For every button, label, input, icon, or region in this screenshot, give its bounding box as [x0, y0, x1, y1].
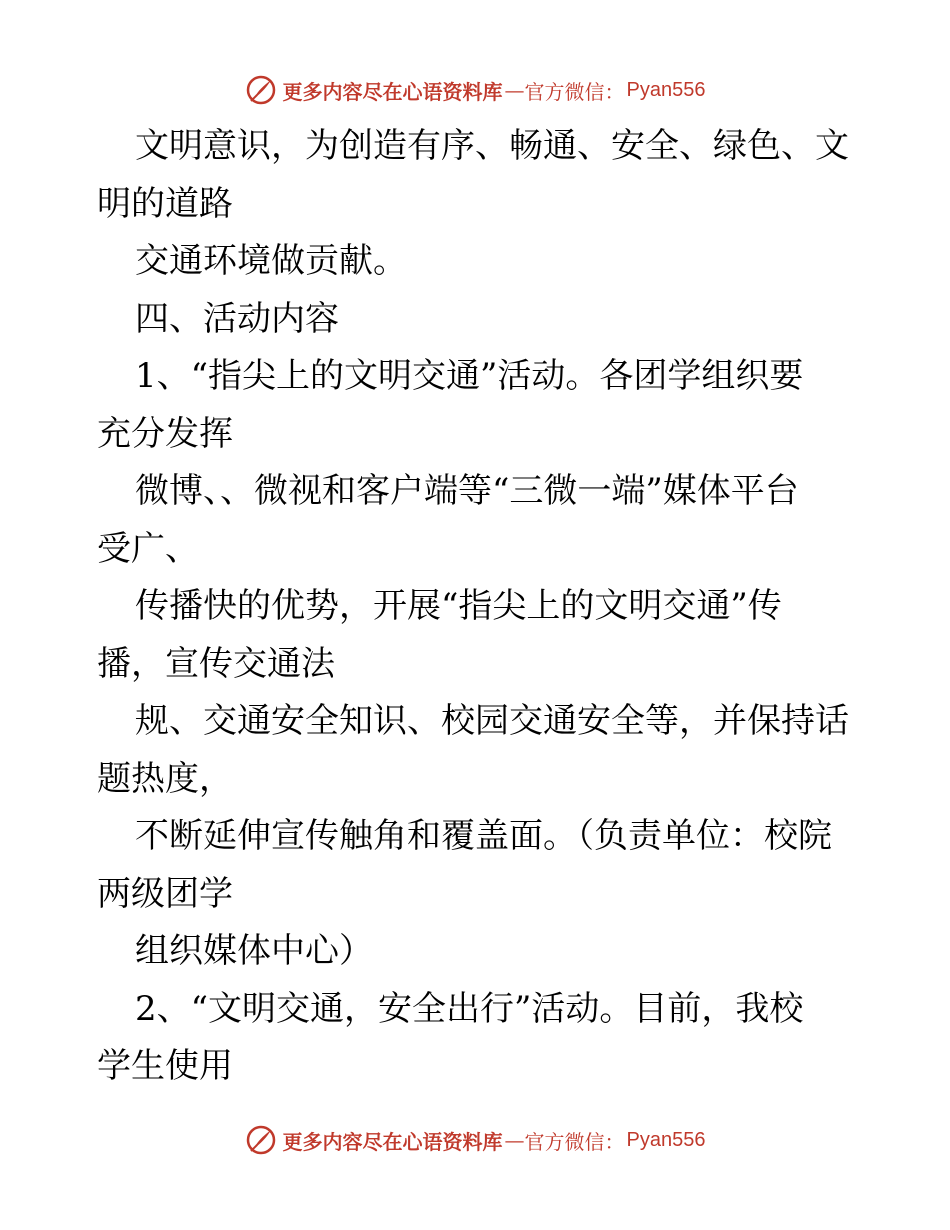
text-line: 四、活动内容: [135, 298, 339, 339]
banner-wechat-label: 官方微信：: [524, 79, 625, 104]
feather-pen-logo-icon: [245, 1124, 277, 1156]
footer-banner: [0, 1122, 950, 1158]
feather-pen-logo-icon: [245, 74, 277, 106]
text-line: 2、“文明交通，安全出行”活动。目前，我校: [135, 988, 804, 1029]
text-line: 规、交通安全知识、校园交通安全等，并保持话: [135, 701, 849, 741]
text-line: 两级团学: [97, 873, 233, 914]
banner-dash: —: [504, 1128, 523, 1152]
text-line: 文明意识，为创造有序、畅通、安全、绿色、文: [135, 126, 849, 166]
banner-wechat-label: 官方微信：: [524, 1129, 625, 1154]
text-line: 不断延伸宣传触角和覆盖面。（负责单位：校院: [135, 816, 832, 856]
text-line: 播，宣传交通法: [97, 643, 335, 684]
text-line: 题热度，: [97, 758, 233, 799]
text-line: 微博、、微视和客户端等“三微一端”媒体平台: [135, 471, 799, 511]
text-line: 受广、: [97, 528, 199, 569]
text-line: 明的道路: [97, 183, 233, 224]
banner-dash: —: [504, 78, 523, 102]
text-line: 充分发挥: [97, 413, 233, 454]
text-line: 学生使用: [97, 1046, 233, 1086]
document-body: [97, 118, 857, 1096]
banner-main-text: 更多内容尽在心语资料库: [282, 1129, 503, 1154]
text-line: 传播快的优势，开展“指尖上的文明交通”传: [135, 586, 782, 626]
text-line: 交通环境做贡献。: [135, 241, 407, 281]
banner-wechat-id: Pyan556: [626, 1128, 706, 1151]
header-banner: [0, 72, 950, 108]
banner-main-text: 更多内容尽在心语资料库: [282, 79, 503, 104]
banner-wechat-id: Pyan556: [626, 78, 706, 101]
text-line: 组织媒体中心）: [135, 931, 373, 971]
text-line: 1、“指尖上的文明交通”活动。各团学组织要: [135, 356, 804, 396]
